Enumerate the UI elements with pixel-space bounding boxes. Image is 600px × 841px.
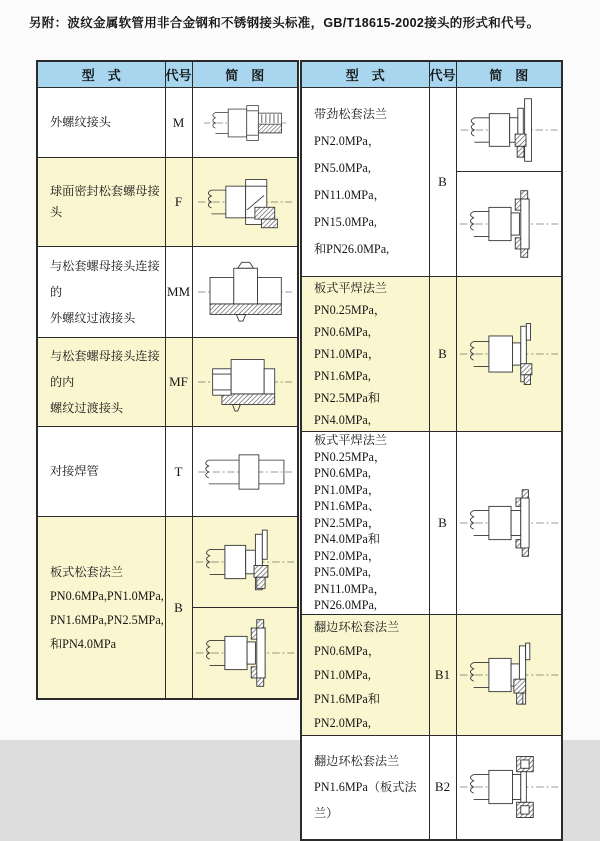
code-cell: B bbox=[165, 517, 192, 700]
fitting-table-left bbox=[36, 60, 299, 700]
type-text: 板式松套法兰 bbox=[50, 564, 124, 579]
fitting-table-right bbox=[300, 60, 563, 841]
type-cell bbox=[301, 432, 429, 615]
type-cell bbox=[37, 338, 165, 427]
type-text: 带劲松套法兰 bbox=[314, 107, 388, 121]
diagram-cell bbox=[192, 247, 298, 338]
type-text: PN2.0MPa，PN5.0MPa, bbox=[314, 134, 381, 175]
type-text: 与松套螺母接头连接的 bbox=[50, 259, 160, 299]
type-cell bbox=[301, 735, 429, 840]
type-text: PN2.5MPa和PN4.0MPa, bbox=[314, 391, 381, 427]
type-text: PN1.0MPa，PN1.6MPa, bbox=[314, 347, 381, 383]
type-text: 板式平焊法兰 bbox=[314, 433, 388, 447]
diagram-cell bbox=[192, 517, 298, 700]
type-text: PN1.0MPa，PN1.6MPa、 bbox=[314, 482, 381, 513]
type-text: 翻边环松套法兰 bbox=[314, 754, 400, 769]
table-row bbox=[301, 88, 562, 277]
diagram-subcell bbox=[457, 171, 562, 276]
diagram-cell bbox=[192, 158, 298, 247]
plate-weld-flange-diagram-b bbox=[457, 484, 561, 562]
male-thread-fitting-diagram bbox=[193, 94, 297, 152]
table-row bbox=[37, 517, 298, 700]
type-text: 球面密封松套螺母接头 bbox=[50, 184, 160, 219]
table-row bbox=[37, 158, 298, 247]
code-cell: F bbox=[165, 158, 192, 247]
type-text: PN11.0MPa，PN15.0MPa, bbox=[314, 188, 386, 229]
code-cell: T bbox=[165, 427, 192, 517]
diagram-cell bbox=[192, 338, 298, 427]
loose-nut-fitting-diagram bbox=[193, 169, 297, 235]
header-type: 型 式 bbox=[301, 61, 429, 88]
diagram-cell bbox=[192, 427, 298, 517]
diagram-subcell bbox=[457, 88, 562, 171]
header-type: 型 式 bbox=[37, 61, 165, 88]
type-cell bbox=[301, 614, 429, 735]
type-text: 与松套螺母接头连接的内 bbox=[50, 349, 160, 389]
type-text: PN1.6MPa（板式法兰） bbox=[314, 780, 417, 821]
code-cell: B bbox=[429, 432, 456, 615]
plate-loose-flange-diagram-b bbox=[193, 617, 297, 689]
plate-loose-flange-diagram-a bbox=[193, 526, 297, 598]
code-cell: MF bbox=[165, 338, 192, 427]
butt-weld-pipe-diagram bbox=[193, 439, 297, 505]
code-cell: MM bbox=[165, 247, 192, 338]
type-text: 外螺纹过液接头 bbox=[50, 311, 136, 325]
code-cell: B2 bbox=[429, 735, 456, 840]
neck-loose-flange-diagram-a bbox=[457, 96, 561, 164]
type-text: PN2.0MPa，PN5.0MPa, bbox=[314, 548, 381, 579]
type-cell bbox=[37, 517, 165, 700]
header-row bbox=[37, 61, 298, 88]
diagram-cell bbox=[456, 735, 562, 840]
type-text: PN0.6MPa,PN1.0MPa, bbox=[50, 588, 164, 603]
female-adapter-diagram bbox=[193, 349, 297, 415]
neck-loose-flange-diagram-b bbox=[457, 185, 561, 263]
page-title: 另附：波纹金属软管用非合金钢和不锈钢接头标准，GB/T18615-2002接头的形式和代号。 bbox=[29, 16, 540, 30]
diagram-cell bbox=[456, 277, 562, 432]
header-code: 代号 bbox=[429, 61, 456, 88]
type-text: 外螺纹接头 bbox=[50, 115, 111, 129]
table-row bbox=[301, 432, 562, 615]
type-text: 和PN26.0MPa, bbox=[314, 242, 390, 256]
type-text: PN11.0MPa，PN26.0MPa, bbox=[314, 581, 386, 612]
table-row bbox=[301, 277, 562, 432]
table-row bbox=[37, 338, 298, 427]
type-cell bbox=[37, 88, 165, 158]
type-text: PN0.25MPa，PN0.6MPa, bbox=[314, 449, 387, 480]
type-text: 和PN4.0MPa bbox=[50, 636, 117, 651]
code-cell: B bbox=[429, 277, 456, 432]
table-row bbox=[37, 427, 298, 517]
type-cell bbox=[37, 158, 165, 247]
diagram-cell bbox=[456, 432, 562, 615]
diagram-subcell bbox=[193, 517, 298, 607]
code-cell: B bbox=[429, 88, 456, 277]
code-cell: B1 bbox=[429, 614, 456, 735]
header-diagram: 简 图 bbox=[192, 61, 298, 88]
type-text: 对接焊管 bbox=[50, 464, 99, 478]
type-text: 翻边环松套法兰 bbox=[314, 619, 400, 634]
type-text: 板式平焊法兰 bbox=[314, 281, 388, 295]
header-row bbox=[301, 61, 562, 88]
type-text: 螺纹过渡接头 bbox=[50, 401, 124, 415]
table-row bbox=[37, 88, 298, 158]
male-male-adapter-diagram bbox=[193, 259, 297, 325]
header-code: 代号 bbox=[165, 61, 192, 88]
diagram-cell bbox=[192, 88, 298, 158]
diagram-subcell bbox=[193, 607, 298, 698]
table-row bbox=[301, 735, 562, 840]
diagram-cell bbox=[456, 88, 562, 277]
type-cell bbox=[37, 427, 165, 517]
type-text: PN0.6MPa，PN1.0MPa, bbox=[314, 643, 381, 682]
plate-weld-flange-diagram-a bbox=[457, 314, 561, 394]
type-cell bbox=[301, 88, 429, 277]
diagram-cell bbox=[456, 614, 562, 735]
flared-ring-loose-flange-diagram bbox=[457, 637, 561, 713]
table-row bbox=[37, 247, 298, 338]
type-text: PN2.5MPa，PN4.0MPa和 bbox=[314, 515, 381, 546]
type-text: PN0.25MPa，PN0.6MPa, bbox=[314, 303, 387, 339]
header-diagram: 简 图 bbox=[456, 61, 562, 88]
table-row bbox=[301, 614, 562, 735]
flared-ring-plate-flange-diagram bbox=[457, 747, 561, 827]
type-cell bbox=[301, 277, 429, 432]
type-text: PN1.6MPa,PN2.5MPa, bbox=[50, 612, 164, 627]
type-cell bbox=[37, 247, 165, 338]
code-cell: M bbox=[165, 88, 192, 158]
type-text: PN1.6MPa和PN2.0MPa, bbox=[314, 691, 381, 730]
